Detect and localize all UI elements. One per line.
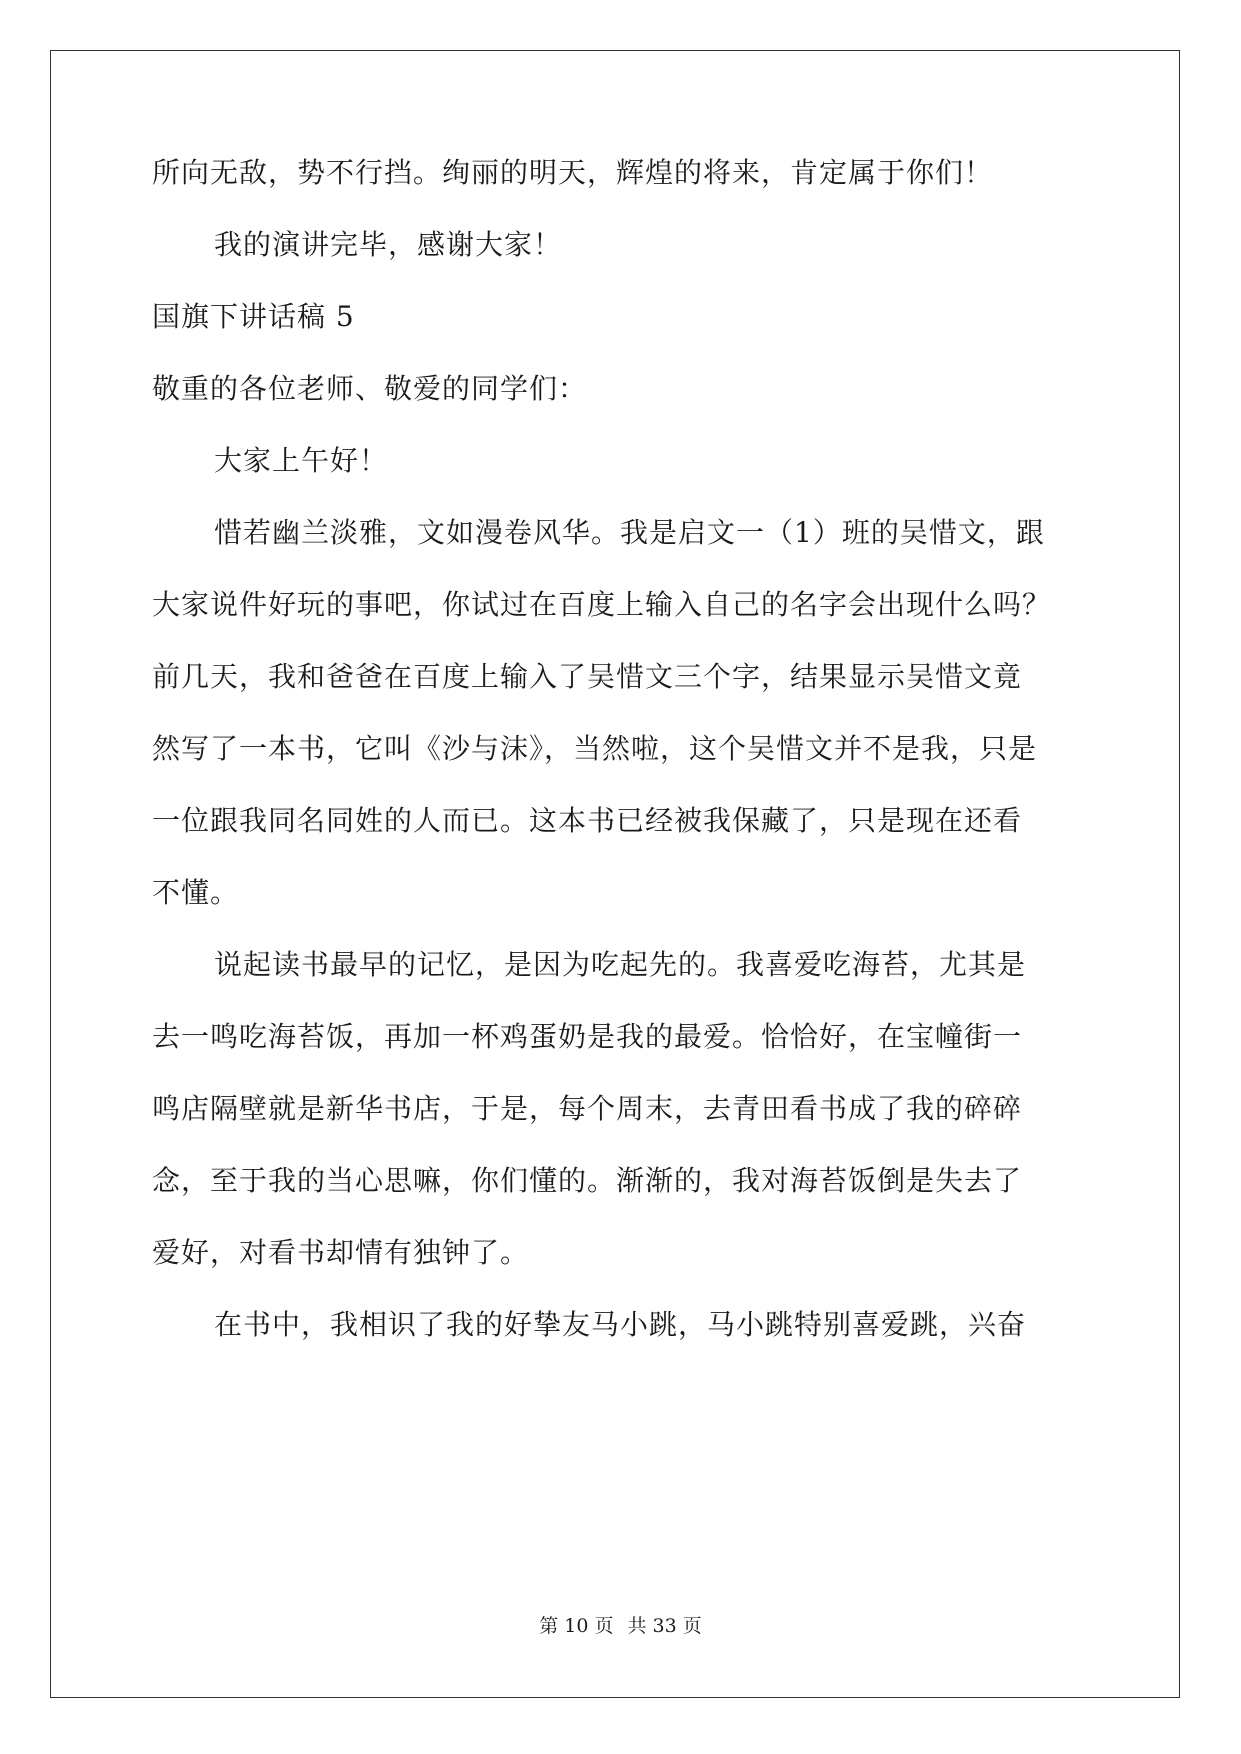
text-line: 念，至于我的当心思嘛，你们懂的。渐渐的，我对海苔饭倒是失去了 xyxy=(152,1164,1023,1197)
text-line: 然写了一本书，它叫《沙与沫》，当然啦，这个吴惜文并不是我，只是 xyxy=(152,732,1038,765)
text-line: 一位跟我同名同姓的人而已。这本书已经被我保藏了，只是现在还看 xyxy=(152,804,1023,837)
text-line: 不懂。 xyxy=(152,876,240,909)
text-line: 大家说件好玩的事吧，你试过在百度上输入自己的名字会出现什么吗？ xyxy=(152,588,1052,621)
text-line: 我的演讲完毕，感谢大家！ xyxy=(214,228,563,261)
total-pages: 共 33 页 xyxy=(627,1615,702,1637)
text-line: 在书中，我相识了我的好挚友马小跳，马小跳特别喜爱跳，兴奋 xyxy=(214,1308,1027,1341)
page-footer xyxy=(0,1614,1241,1638)
section-heading: 国旗下讲话稿 5 xyxy=(152,300,355,333)
text-line: 所向无敌，势不行挡。绚丽的明天，辉煌的将来，肯定属于你们！ xyxy=(152,156,994,189)
text-line: 去一鸣吃海苔饭，再加一杯鸡蛋奶是我的最爱。恰恰好，在宝幢街一 xyxy=(152,1020,1023,1053)
text-line: 爱好，对看书却情有独钟了。 xyxy=(152,1236,530,1269)
text-line: 前几天，我和爸爸在百度上输入了吴惜文三个字，结果显示吴惜文竟 xyxy=(152,660,1023,693)
text-line: 惜若幽兰淡雅，文如漫卷风华。我是启文一（1）班的吴惜文，跟 xyxy=(214,516,1045,549)
text-line: 鸣店隔壁就是新华书店，于是，每个周末，去青田看书成了我的碎碎 xyxy=(152,1092,1023,1125)
page-number: 第 10 页 xyxy=(539,1615,614,1637)
salutation: 敬重的各位老师、敬爱的同学们： xyxy=(152,372,588,405)
greeting: 大家上午好！ xyxy=(214,444,389,477)
text-line: 说起读书最早的记忆，是因为吃起先的。我喜爱吃海苔，尤其是 xyxy=(214,948,1027,981)
